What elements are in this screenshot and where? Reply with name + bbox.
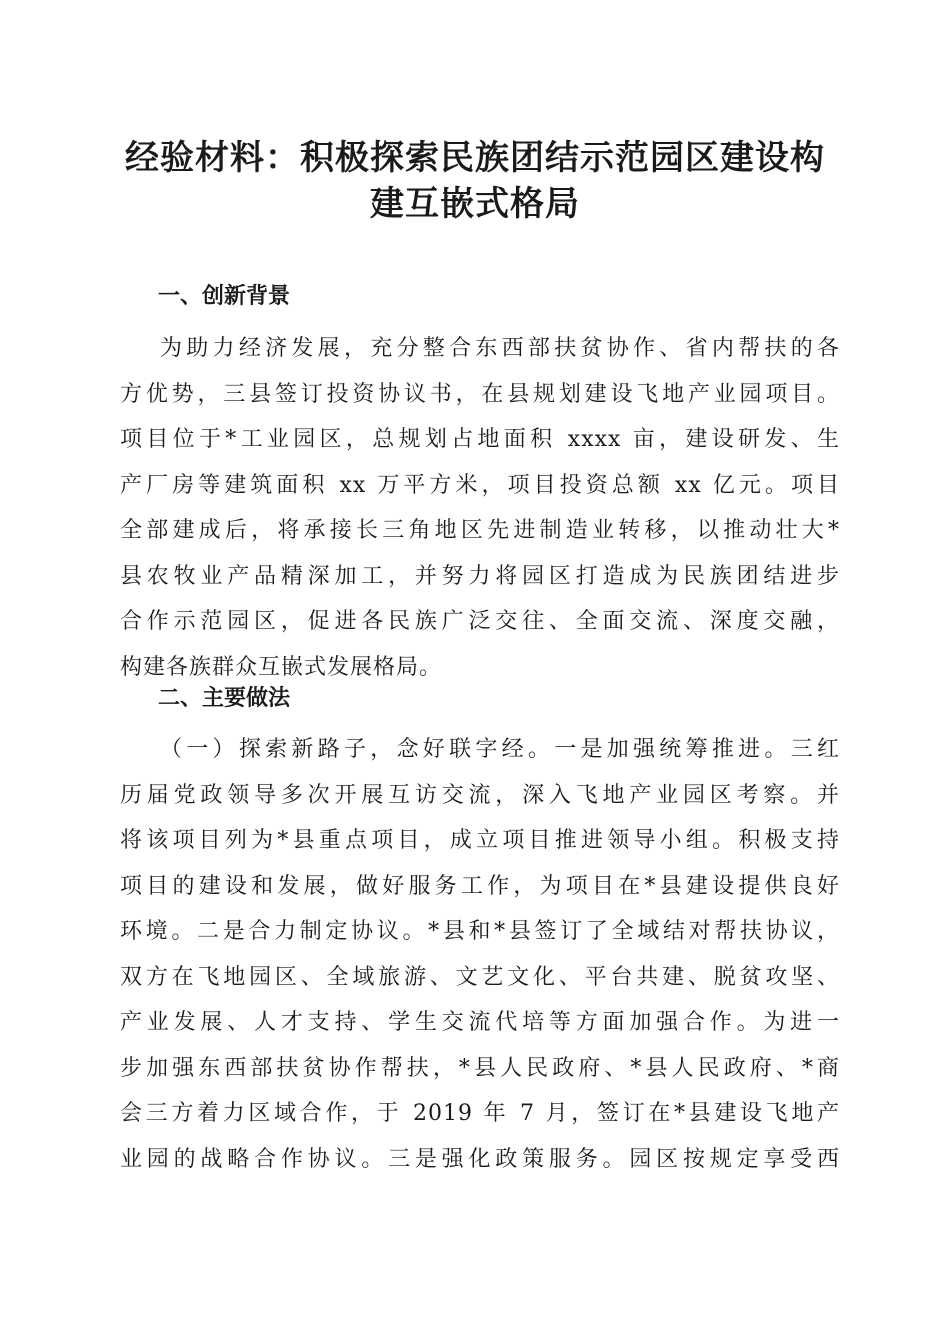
section-heading-background: 一、创新背景: [158, 284, 291, 309]
paragraph-line: 环境。二是合力制定协议。*县和*县签订了全域结对帮扶协议，: [120, 919, 840, 944]
paragraph-line: 将该项目列为*县重点项目，成立项目推进领导小组。积极支持: [120, 828, 840, 853]
paragraph-line: 项目位于*工业园区，总规划占地面积 xxxx 亩，建设研发、生: [120, 427, 840, 452]
paragraph-line: 构建各族群众互嵌式发展格局。: [120, 654, 443, 680]
paragraph-line: 历届党政领导多次开展互访交流，深入飞地产业园区考察。并: [120, 782, 840, 808]
paragraph-line: 步加强东西部扶贫协作帮扶，*县人民政府、*县人民政府、*商: [120, 1055, 840, 1081]
paragraph-line: 业园的战略合作协议。三是强化政策服务。园区按规定享受西: [120, 1146, 840, 1172]
paragraph-line: 产厂房等建筑面积 xx 万平方米，项目投资总额 xx 亿元。项目: [120, 472, 840, 498]
paragraph-line: （一）探索新路子，念好联字经。一是加强统筹推进。三红: [160, 737, 840, 762]
paragraph-line: 双方在飞地园区、全域旅游、文艺文化、平台共建、脱贫攻坚、: [120, 964, 840, 990]
paragraph-line: 产业发展、人才支持、学生交流代培等方面加强合作。为进一: [120, 1010, 840, 1035]
document-title: [100, 135, 850, 227]
paragraph-line: 项目的建设和发展，做好服务工作，为项目在*县建设提供良好: [120, 873, 840, 899]
section-body-background: [120, 326, 840, 690]
paragraph-line: 县农牧业产品精深加工，并努力将园区打造成为民族团结进步: [120, 563, 840, 589]
paragraph-line: 为助力经济发展，充分整合东西部扶贫协作、省内帮扶的各: [160, 336, 840, 361]
title-line-2: 建互嵌式格局: [370, 184, 580, 224]
paragraph-line: 合作示范园区，促进各民族广泛交往、全面交流、深度交融，: [120, 609, 840, 634]
section-body-practices: [120, 727, 840, 1182]
paragraph-line: 方优势，三县签订投资协议书，在县规划建设飞地产业园项目。: [120, 381, 840, 407]
paragraph-line: 会三方着力区域合作，于 2019 年 7 月，签订在*县建设飞地产: [120, 1101, 840, 1126]
paragraph-line: 全部建成后，将承接长三角地区先进制造业转移，以推动壮大*: [120, 518, 840, 543]
title-line-1: 经验材料：积极探索民族团结示范园区建设构: [125, 138, 825, 178]
section-heading-practices: 二、主要做法: [158, 686, 291, 711]
